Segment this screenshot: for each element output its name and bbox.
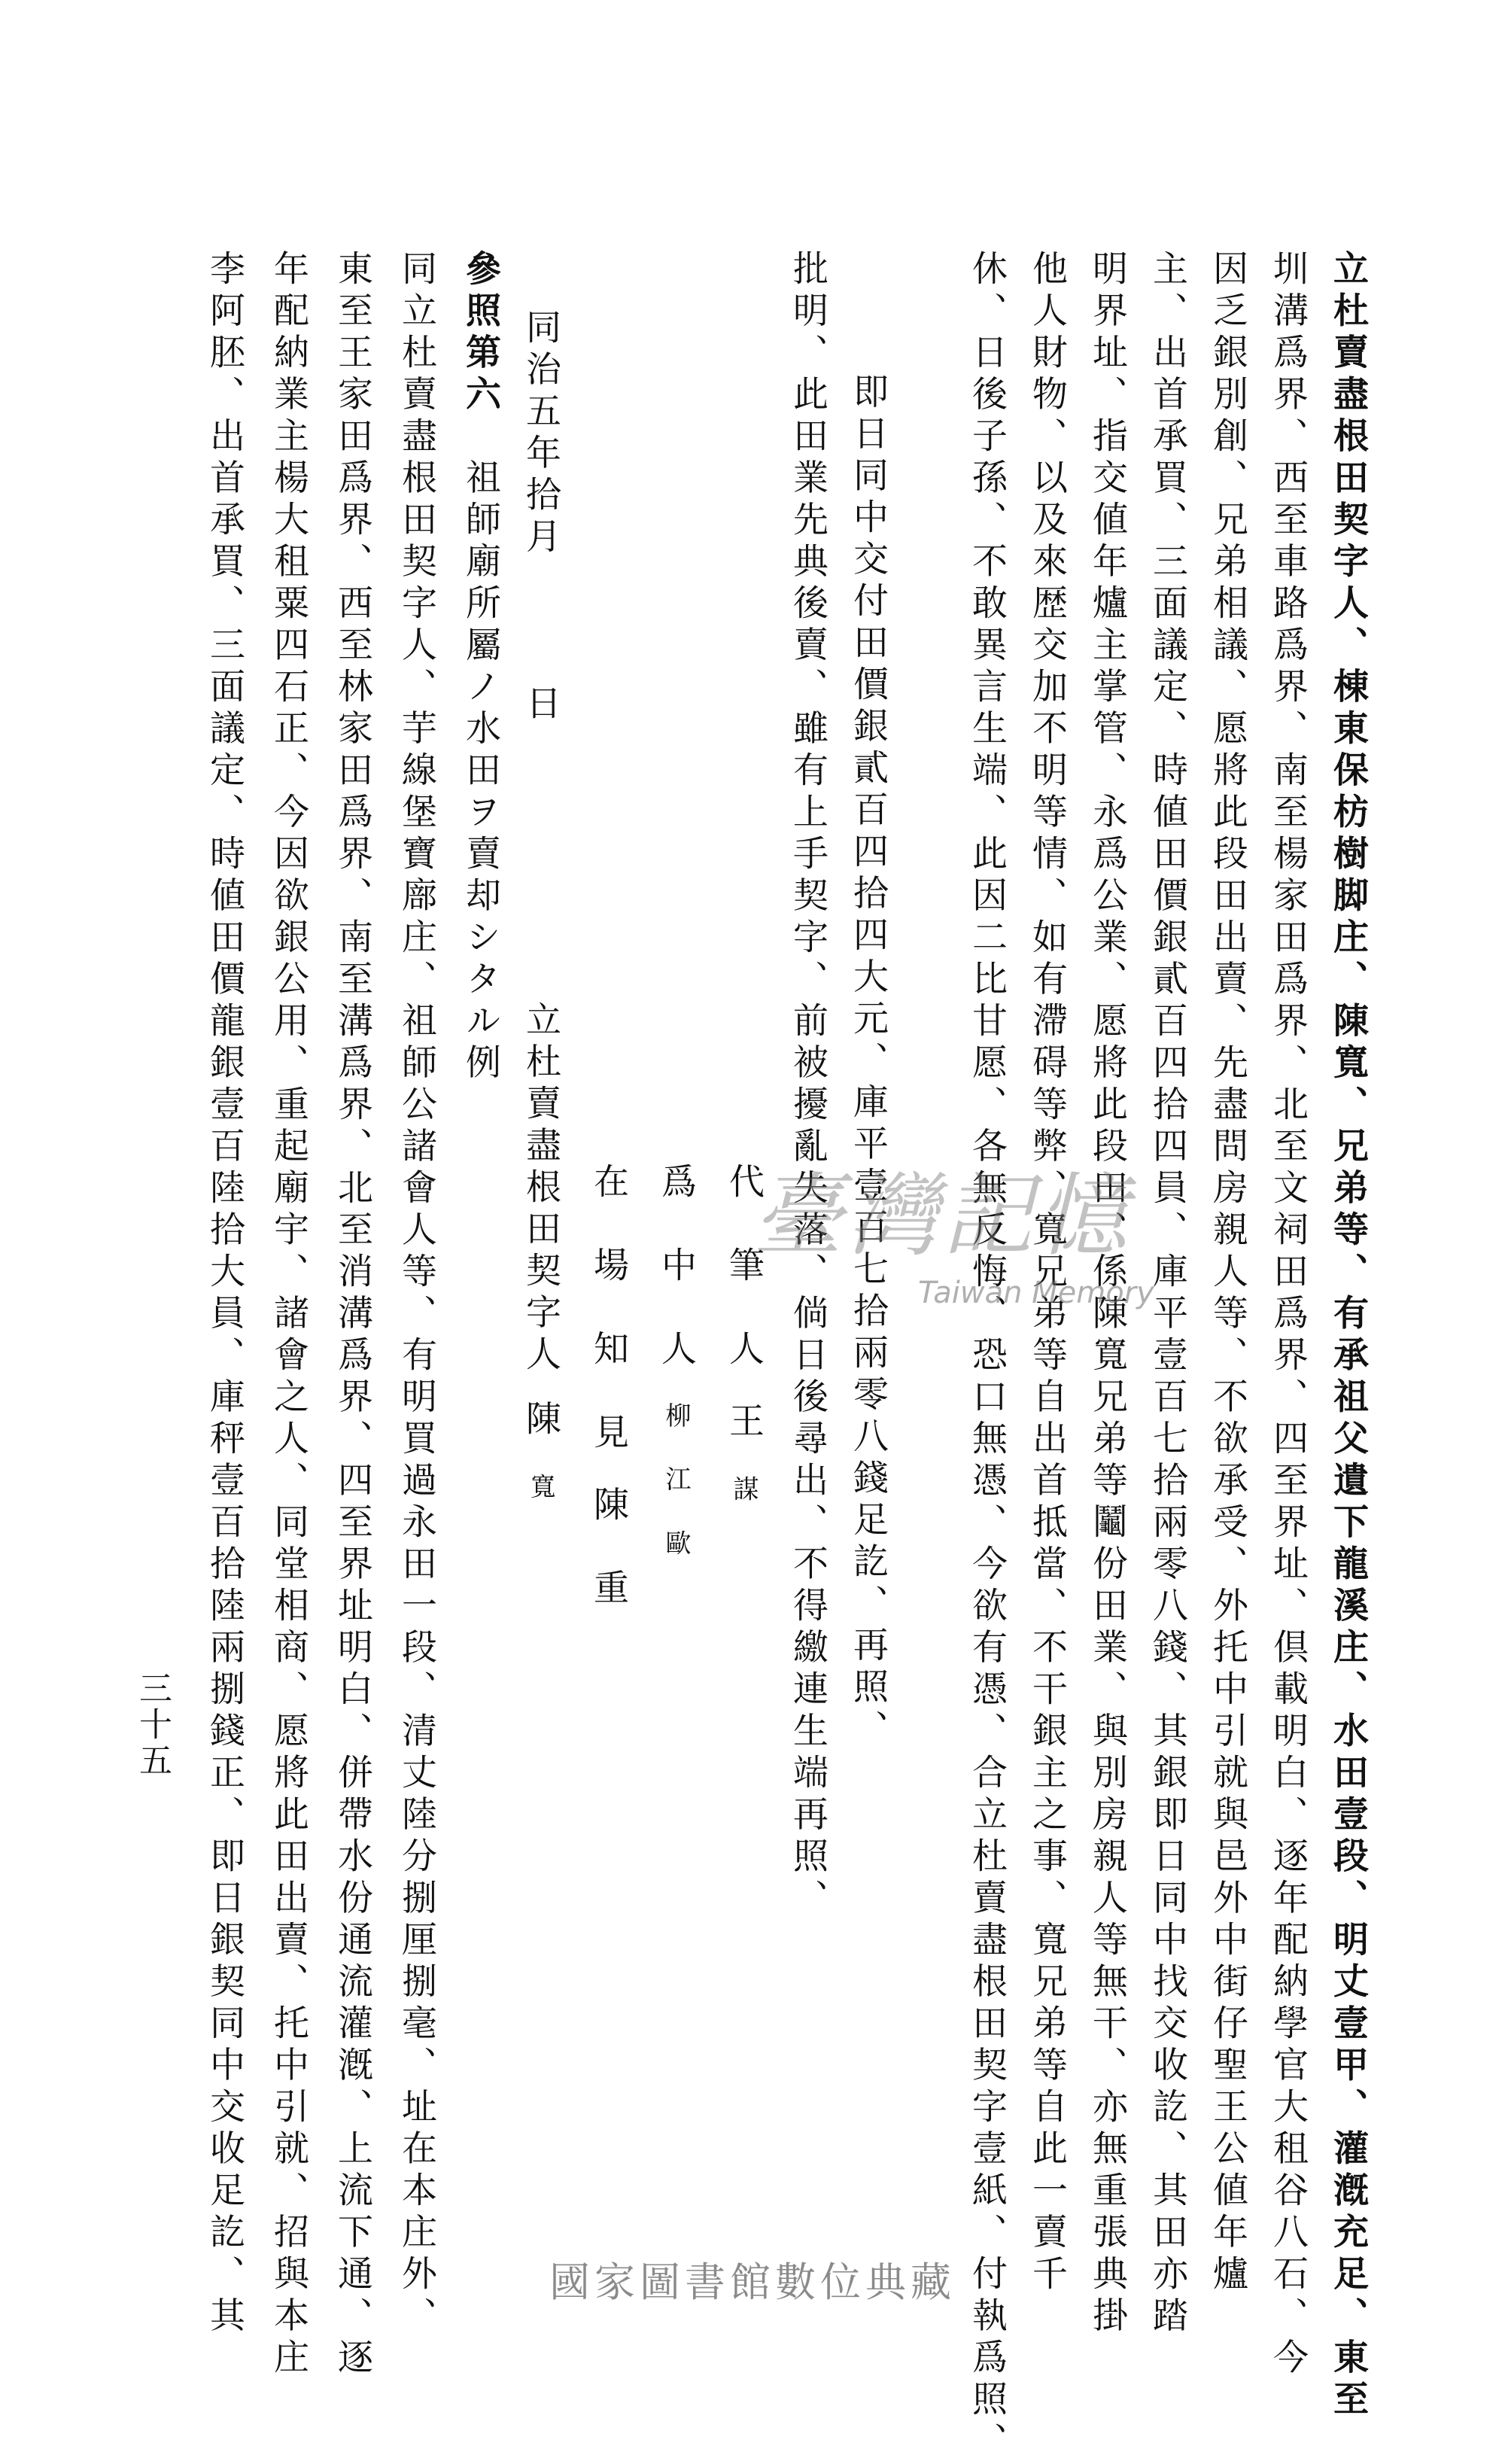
deed1-seller-name: 陳	[520, 1399, 561, 1441]
deed2-heading	[460, 250, 501, 1085]
deed2-heading-label: 參照第六	[460, 250, 501, 417]
deed2-line-1: 同立杜賣盡根田契字人、芋線堡寶廍庄、祖師公諸會人等、有明買過永田一段、清丈陸分捌厘捌毫、址在本庄外、	[396, 250, 437, 2338]
taiwan-memory-watermark: 臺灣記憶	[752, 1164, 1132, 1269]
witness-scribe-tail: 謀	[728, 1443, 759, 1507]
library-footer: 國家圖書館數位典藏	[549, 2259, 956, 2306]
deed1-seller-label: 立杜賣盡根田契字人	[520, 1001, 561, 1377]
deed2-heading-title: 祖師廟所屬ノ水田ヲ賣却シタル例	[460, 417, 501, 1085]
witness-present	[588, 1163, 629, 1611]
deed1-line-8: 即日同中交付田價銀貳百四拾四大元、庫平壹百七拾兩零八錢足訖、再照、	[847, 331, 889, 1751]
deed1-line-3: 因乏銀別創、兄弟相議、愿將此段田出賣、先盡問房親人等、不欲承受、外托中引就與邑外中街仔聖王公値年爐	[1207, 250, 1248, 2297]
deed1-line-2: 圳溝爲界、西至車路爲界、南至楊家田爲界、北至文祠田爲界、四至界址、倶載明白、逐年配納學官大租谷八石、今	[1267, 250, 1309, 2380]
deed1-line-7: 休、日後子孫、不敢異言生端、此因二比甘愿、各無反悔、恐口無憑、今欲有憑、合立杜賣盡根田契字壹紙、付執爲照、	[966, 250, 1008, 2464]
deed1-seller-tail: 寬	[525, 1441, 555, 1505]
deed1-line-9: 批明、此田業先典後賣、雖有上手契字、前被擾亂失落、倘日後尋出、不得繳連生端再照、	[787, 250, 829, 1921]
deed1-seller	[520, 1001, 561, 1505]
witness-scribe-role: 代 筆 人	[723, 1163, 765, 1372]
witness-middleman-tail: 江 歐	[661, 1434, 691, 1562]
deed2-line-4: 李阿胚、出首承買、三面議定、時値田價龍銀壹百陸拾大員、庫秤壹百拾陸兩捌錢正、即日銀契同中交收足訖、其	[204, 250, 245, 2338]
deed1-line-5: 明界址、指交値年爐主掌管、永爲公業、愿將此段田、係陳寬兄弟等鬮份田業、與別房親人等無干、亦無重張典掛	[1087, 250, 1128, 2338]
witness-present-tail: 重	[588, 1527, 629, 1611]
deed1-line-6: 他人財物、以及來歴交加不明等情、如有滯碍等弊、寬兄弟等自出首抵當、不干銀主之事、寬兄弟等自此一賣千	[1026, 250, 1068, 2297]
deed1-line-4: 主、出首承買、三面議定、時値田價銀貳百四拾四員、庫平壹百七拾兩零八錢、其銀即日同中找交收訖、其田亦踏	[1147, 250, 1188, 2338]
deed1-date: 同治五年拾月 日	[520, 309, 561, 726]
deed1-line-1: 立杜賣盡根田契字人、棟東保枋樹脚庄、陳寬、兄弟等、有承祖父遺下龍溪庄、水田壹段、明丈壹甲、灌漑充足、東至	[1327, 250, 1369, 2422]
deed2-line-3: 年配納業主楊大租粟四石正、今因欲銀公用、重起廟宇、諸會之人、同堂相商、愿將此田出賣、托中引就、招與本庄	[268, 250, 309, 2380]
witness-middleman	[655, 1163, 697, 1562]
witness-scribe-name: 王	[723, 1401, 765, 1443]
taiwan-memory-watermark-subtitle: Taiwan Memory	[918, 1276, 1154, 1310]
page-number: 三十五	[133, 1671, 172, 1779]
deed2-line-2: 東至王家田爲界、西至林家田爲界、南至溝爲界、北至消溝爲界、四至界址明白、併帶水份通流灌漑、上流下通、逐	[332, 250, 373, 2380]
witness-present-name: 陳	[588, 1485, 629, 1527]
witness-present-role: 在 場 知 見	[588, 1163, 629, 1456]
witness-middleman-role: 爲 中 人	[655, 1163, 697, 1372]
witness-middleman-name: 柳	[661, 1401, 691, 1434]
